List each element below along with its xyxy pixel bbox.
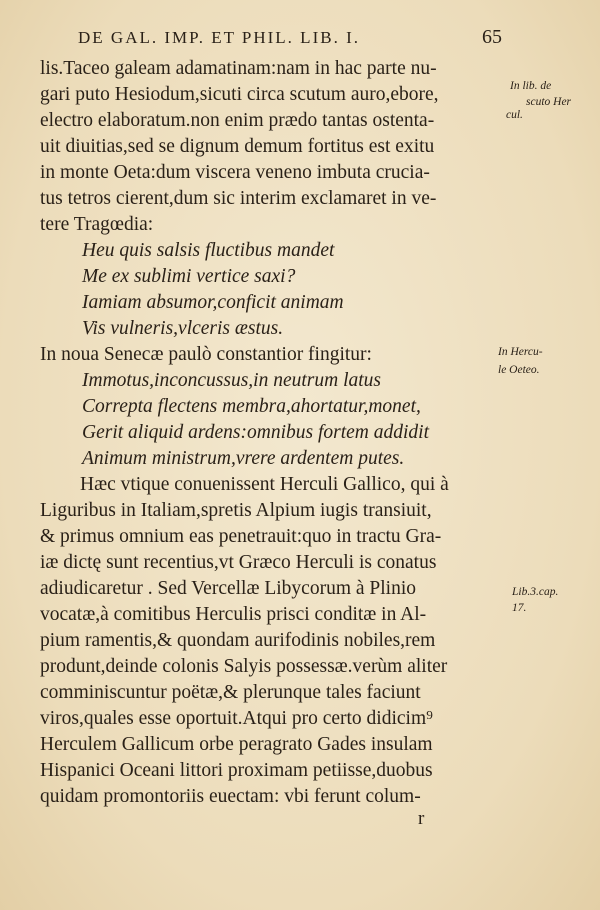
folio-number: 65 — [482, 26, 502, 48]
text-block — [40, 56, 510, 810]
margin-note: In lib. de — [510, 80, 552, 92]
margin-note: 17. — [512, 602, 527, 614]
verse-line: Vis vulneris,vlceris æstus. — [82, 318, 284, 339]
verse-line: Gerit aliquid ardens:omnibus fortem addidit — [82, 422, 430, 443]
catchword: r — [418, 808, 425, 829]
text-line: Hispanici Oceani littori proximam petiisse,duobus — [40, 760, 433, 781]
text-line: vocatæ,à comitibus Herculis prisci conditæ in Al- — [40, 604, 427, 625]
text-line: in monte Oeta:dum viscera veneno imbuta crucia- — [40, 162, 430, 183]
running-title: DE GAL. IMP. ET PHIL. LIB. I. — [78, 28, 360, 47]
text-line: comminiscuntur poëtæ,& plerunque tales faciunt — [40, 682, 421, 703]
text-line: In noua Senecæ paulò constantior fingitur: — [40, 344, 372, 365]
margin-note: scuto Her — [526, 96, 572, 108]
text-line: viros,quales esse oportuit.Atqui pro certo didicim⁹ — [40, 708, 433, 729]
verse-line: Animum ministrum,vrere ardentem putes. — [82, 448, 405, 469]
verse-line: Immotus,inconcussus,in neutrum latus — [82, 370, 381, 391]
text-line: & primus omnium eas penetrauit:quo in tractu Gra- — [40, 526, 442, 547]
text-line: lis.Taceo galeam adamatinam:nam in hac parte nu- — [40, 58, 437, 79]
verse-line: Me ex sublimi vertice saxi? — [82, 266, 296, 287]
text-line: Herculem Gallicum orbe peragrato Gades insulam — [40, 734, 433, 755]
verse-line: Heu quis salsis fluctibus mandet — [82, 240, 335, 261]
text-line: produnt,deinde colonis Salyis possessæ.verùm aliter — [40, 656, 448, 677]
margin-note: le Oeteo. — [498, 364, 540, 376]
text-line: electro elaboratum.non enim prædo tantas ostenta- — [40, 110, 435, 131]
margin-note: Lib.3.cap. — [512, 586, 559, 598]
text-line: uit diuitias,sed se dignum demum fortitus est exitu — [40, 136, 435, 157]
text-line: Hæc vtique conuenissent Herculi Gallico, qui à — [80, 474, 449, 495]
margin-note: In Hercu- — [498, 346, 543, 358]
text-line: gari puto Hesiodum,sicuti circa scutum auro,ebore, — [40, 84, 439, 105]
text-line: tus tetros cierent,dum sic interim exclamaret in ve- — [40, 188, 437, 209]
text-line: iæ dictę sunt recentius,vt Græco Herculi is conatus — [40, 552, 437, 573]
verse-line: Iamiam absumor,conficit animam — [82, 292, 344, 313]
margin-note: cul. — [506, 109, 523, 121]
text-line: Liguribus in Italiam,spretis Alpium iugis transiuit, — [40, 500, 432, 521]
verse-line: Correpta flectens membra,ahortatur,monet, — [82, 396, 421, 417]
text-line: tere Tragœdia: — [40, 214, 154, 235]
text-line: quidam promontoriis euectam: vbi ferunt colum- — [40, 786, 421, 807]
text-line: adiudicaretur . Sed Vercellæ Libycorum à Plinio — [40, 578, 417, 599]
text-line: pium ramentis,& quondam aurifodinis nobiles,rem — [40, 630, 436, 651]
